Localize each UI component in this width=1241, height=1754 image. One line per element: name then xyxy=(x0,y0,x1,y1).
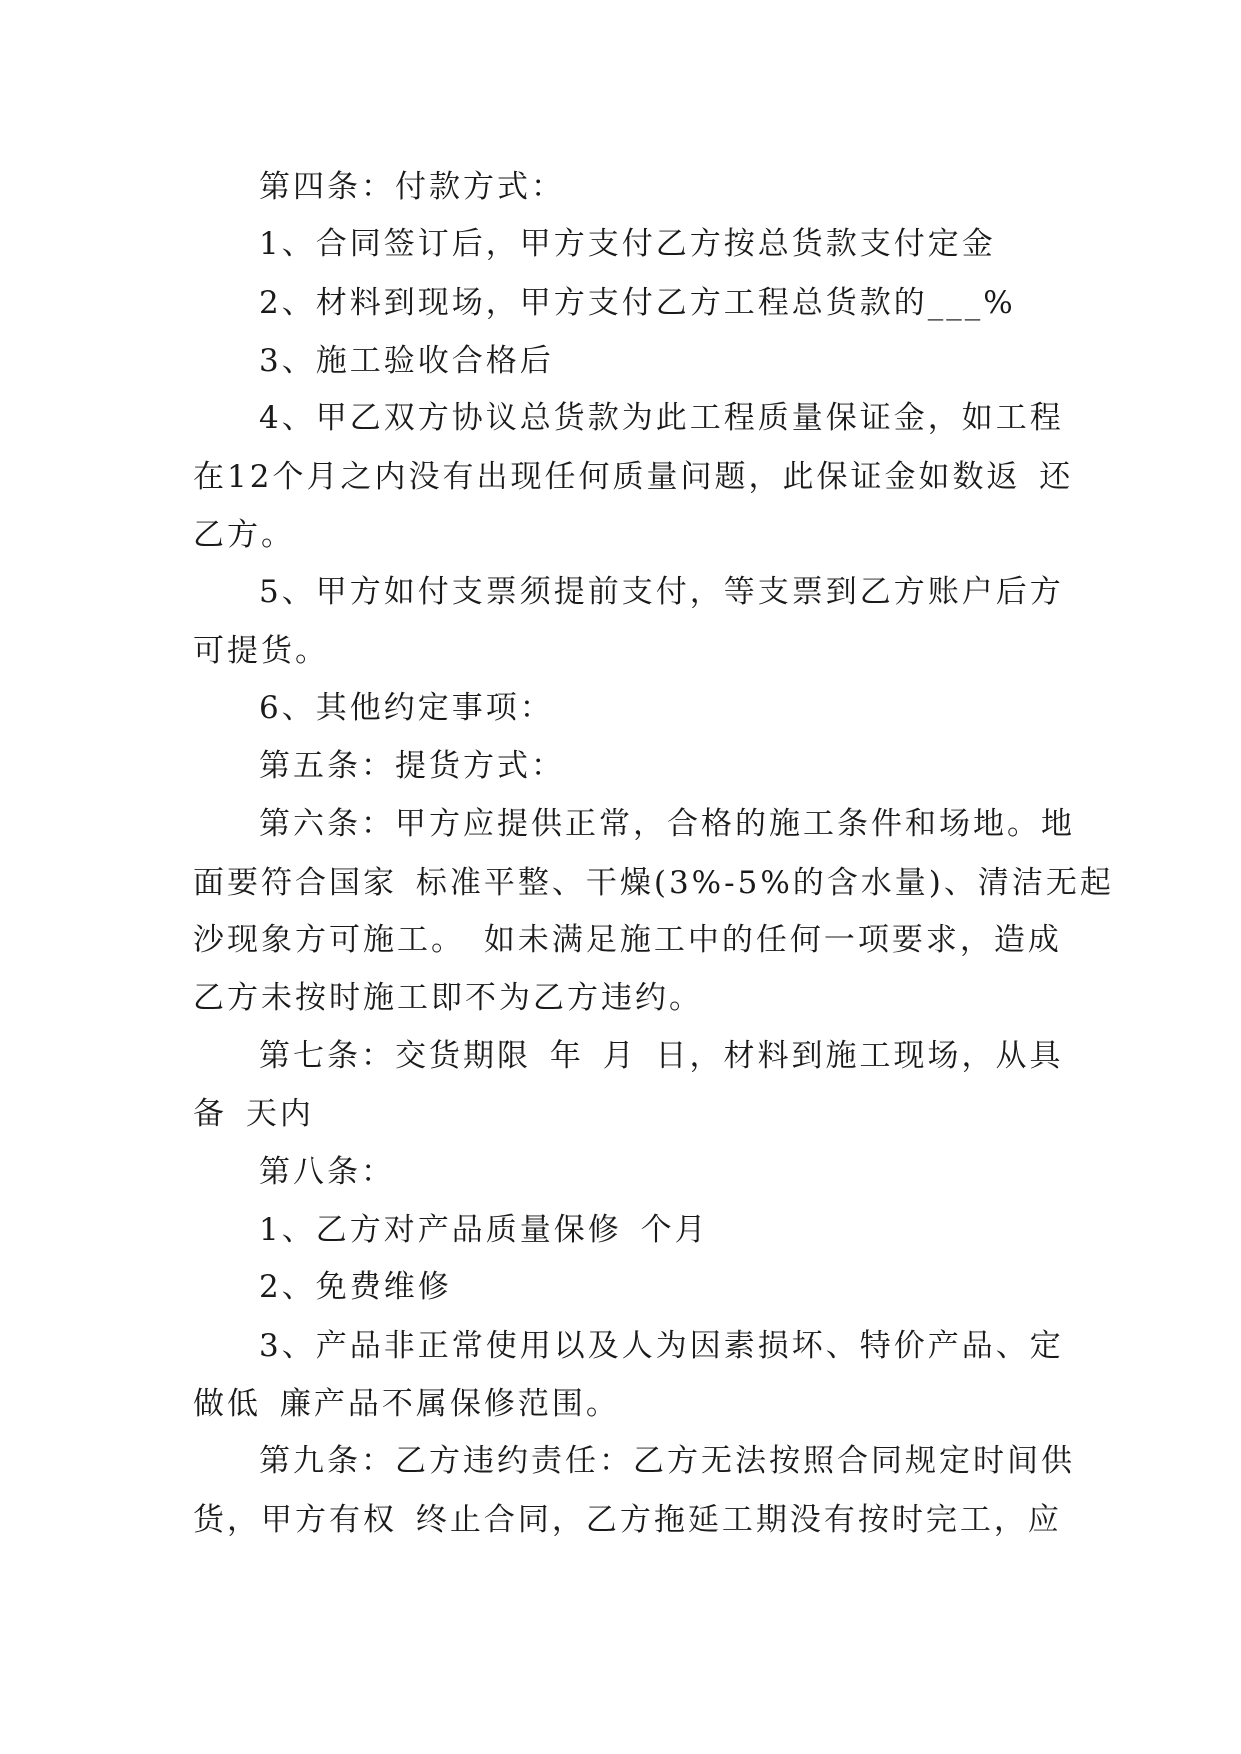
article-4-item-4-line-2: 在12个月之内没有出现任何质量问题，此保证金如数返 还 xyxy=(193,459,1074,495)
article-6-line-1: 第六条：甲方应提供正常，合格的施工条件和场地。地 xyxy=(259,806,1075,842)
article-6-line-2: 面要符合国家 标准平整、干燥(3%-5%的含水量)、清洁无起 xyxy=(193,865,1114,901)
article-8-item-2: 2、免费维修 xyxy=(259,1269,452,1305)
article-8-item-3-line-2: 做低 廉产品不属保修范围。 xyxy=(193,1386,620,1422)
article-4-item-5-line-1: 5、甲方如付支票须提前支付，等支票到乙方账户后方 xyxy=(259,574,1064,610)
article-8-item-1: 1、乙方对产品质量保修 个月 xyxy=(259,1212,709,1248)
article-6-line-4: 乙方未按时施工即不为乙方违约。 xyxy=(193,980,703,1016)
article-7-line-1: 第七条：交货期限 年 月 日，材料到施工现场，从具 xyxy=(259,1038,1064,1074)
article-4-item-1: 1、合同签订后，甲方支付乙方按总货款支付定金 xyxy=(259,226,996,262)
article-4-item-5-line-2: 可提货。 xyxy=(193,633,329,669)
article-4-heading: 第四条：付款方式： xyxy=(259,169,565,205)
article-5-heading: 第五条：提货方式： xyxy=(259,748,565,784)
article-6-line-3: 沙现象方可施工。 如未满足施工中的任何一项要求，造成 xyxy=(193,922,1062,958)
article-8-heading: 第八条： xyxy=(259,1154,395,1190)
article-9-line-2: 货，甲方有权 终止合同，乙方拖延工期没有按时完工，应 xyxy=(193,1502,1062,1538)
article-4-item-4-line-3: 乙方。 xyxy=(193,517,295,553)
article-4-item-2: 2、材料到现场，甲方支付乙方工程总货款的___% xyxy=(259,285,1016,321)
article-8-item-3-line-1: 3、产品非正常使用以及人为因素损坏、特价产品、定 xyxy=(259,1328,1064,1364)
article-7-line-2: 备 天内 xyxy=(193,1096,314,1132)
article-4-item-6: 6、其他约定事项： xyxy=(259,690,554,726)
article-4-item-4-line-1: 4、甲乙双方协议总货款为此工程质量保证金，如工程 xyxy=(259,400,1064,436)
article-4-item-3: 3、施工验收合格后 xyxy=(259,343,554,379)
article-9-line-1: 第九条：乙方违约责任：乙方无法按照合同规定时间供 xyxy=(259,1443,1075,1479)
